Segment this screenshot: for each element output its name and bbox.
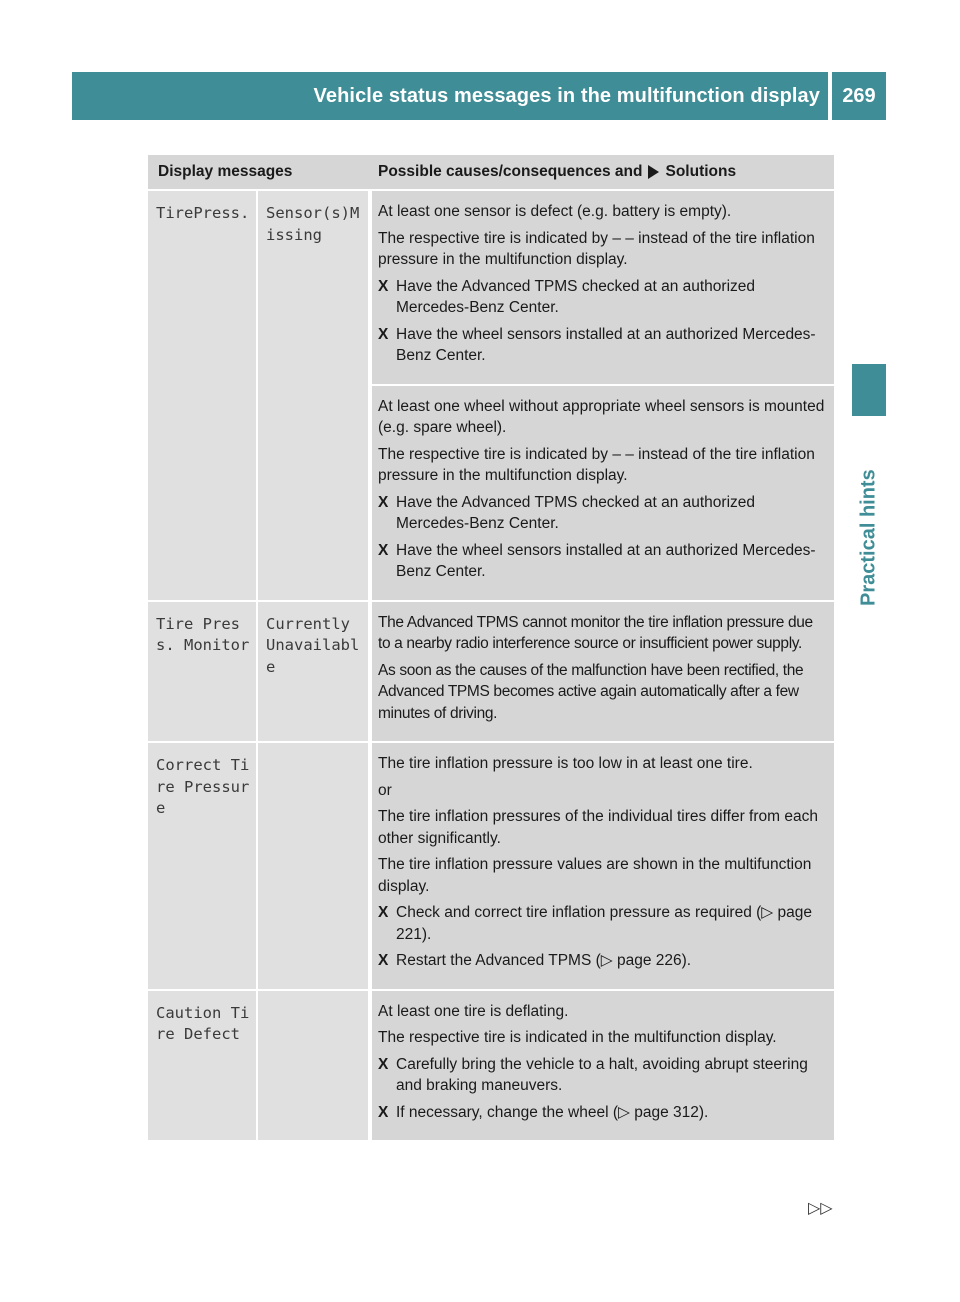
- table-row: [148, 600, 834, 742]
- solution-text: Have the wheel sensors installed at an authorized Mercedes-Benz Center.: [396, 325, 816, 364]
- message-subcode: [258, 991, 370, 1141]
- cause-text: The Advanced TPMS cannot monitor the tire inflation pressure due to a nearby radio interference source or insufficient power supply.: [378, 613, 813, 652]
- solution-item: [378, 540, 828, 583]
- side-section-label: Practical hints: [857, 469, 880, 606]
- x-bullet-icon: X: [378, 1055, 389, 1073]
- message-code: Correct Tire Pressure: [148, 743, 258, 989]
- cause-text: At least one sensor is defect (e.g. battery is empty).: [378, 203, 732, 220]
- x-bullet-icon: X: [378, 952, 389, 969]
- solution-item: [378, 492, 828, 535]
- message-cells: [148, 602, 372, 742]
- solution-text: Carefully bring the vehicle to a halt, avoiding abrupt steering and braking maneuvers.: [396, 1055, 808, 1094]
- solution-text: Have the Advanced TPMS checked at an authorized Mercedes-Benz Center.: [396, 493, 756, 532]
- cause-text: As soon as the causes of the malfunction have been rectified, the Advanced TPMS becomes active again automatically after a few minutes of driving.: [378, 661, 804, 722]
- message-cells: [148, 191, 372, 600]
- solution-text: Check and correct tire inflation pressure as required (▷ page 221).: [396, 904, 812, 943]
- table-header: [148, 155, 834, 189]
- cause-text: The tire inflation pressures of the individual tires differ from each other significantly.: [378, 808, 818, 847]
- message-code: Tire Press. Monitor: [148, 602, 258, 742]
- header-causes-text: Possible causes/consequences and: [378, 163, 643, 180]
- causes-group: [372, 191, 834, 600]
- cause-text: The respective tire is indicated in the multifunction display.: [378, 1029, 777, 1046]
- message-subcode: [258, 743, 370, 989]
- solution-item: [378, 324, 828, 367]
- cause-text: The tire inflation pressure values are shown in the multifunction display.: [378, 856, 812, 895]
- messages-table: [148, 155, 834, 1140]
- causes-cell: [372, 602, 834, 742]
- cause-text: The respective tire is indicated by – – instead of the tire inflation pressure in the multifunction display.: [378, 229, 815, 268]
- side-tab-block: [852, 364, 886, 416]
- header-bar: [72, 72, 828, 120]
- causes-cell: [372, 991, 834, 1141]
- solution-item: [378, 1102, 828, 1124]
- x-bullet-icon: X: [378, 325, 389, 343]
- x-bullet-icon: X: [378, 541, 389, 559]
- causes-cell: [372, 743, 834, 989]
- causes-cell: [372, 191, 834, 384]
- solution-text: Have the Advanced TPMS checked at an authorized Mercedes-Benz Center.: [396, 277, 756, 316]
- play-triangle-icon: [648, 165, 659, 179]
- continue-arrows-icon: ▷▷: [808, 1200, 833, 1217]
- cause-text: or: [378, 781, 392, 799]
- solution-text: Have the wheel sensors installed at an authorized Mercedes-Benz Center.: [396, 541, 816, 580]
- cause-text: The tire inflation pressure is too low in at least one tire.: [378, 755, 753, 772]
- table-row: [148, 189, 834, 600]
- solution-item: [378, 902, 828, 945]
- message-subcode: Currently Unavailable: [258, 602, 370, 742]
- message-code: Caution Tire Defect: [148, 991, 258, 1141]
- cause-text: At least one tire is deflating.: [378, 1002, 569, 1020]
- solution-text: Restart the Advanced TPMS (▷ page 226).: [396, 952, 692, 969]
- header-display-messages: Display messages: [158, 163, 293, 180]
- table-row: [148, 741, 834, 989]
- header-causes: [370, 163, 834, 181]
- message-subcode: Sensor(s)Missing: [258, 191, 370, 600]
- causes-cell: [372, 384, 834, 600]
- solution-text: If necessary, change the wheel (▷ page 312).: [396, 1103, 709, 1121]
- solution-item: [378, 276, 828, 319]
- cause-text: The respective tire is indicated by – – instead of the tire inflation pressure in the multifunction display.: [378, 445, 815, 484]
- message-code: TirePress.: [148, 191, 258, 600]
- x-bullet-icon: X: [378, 277, 389, 295]
- solution-item: [378, 950, 828, 972]
- x-bullet-icon: X: [378, 904, 389, 921]
- header-solutions-text: Solutions: [665, 163, 737, 180]
- table-row: [148, 989, 834, 1141]
- x-bullet-icon: X: [378, 493, 389, 511]
- page-number: 269: [832, 72, 886, 120]
- solution-item: [378, 1054, 828, 1097]
- message-cells: [148, 743, 372, 989]
- page-title: Vehicle status messages in the multifunction display: [313, 84, 820, 107]
- x-bullet-icon: X: [378, 1103, 389, 1121]
- message-cells: [148, 991, 372, 1141]
- cause-text: At least one wheel without appropriate wheel sensors is mounted (e.g. spare wheel).: [378, 397, 825, 436]
